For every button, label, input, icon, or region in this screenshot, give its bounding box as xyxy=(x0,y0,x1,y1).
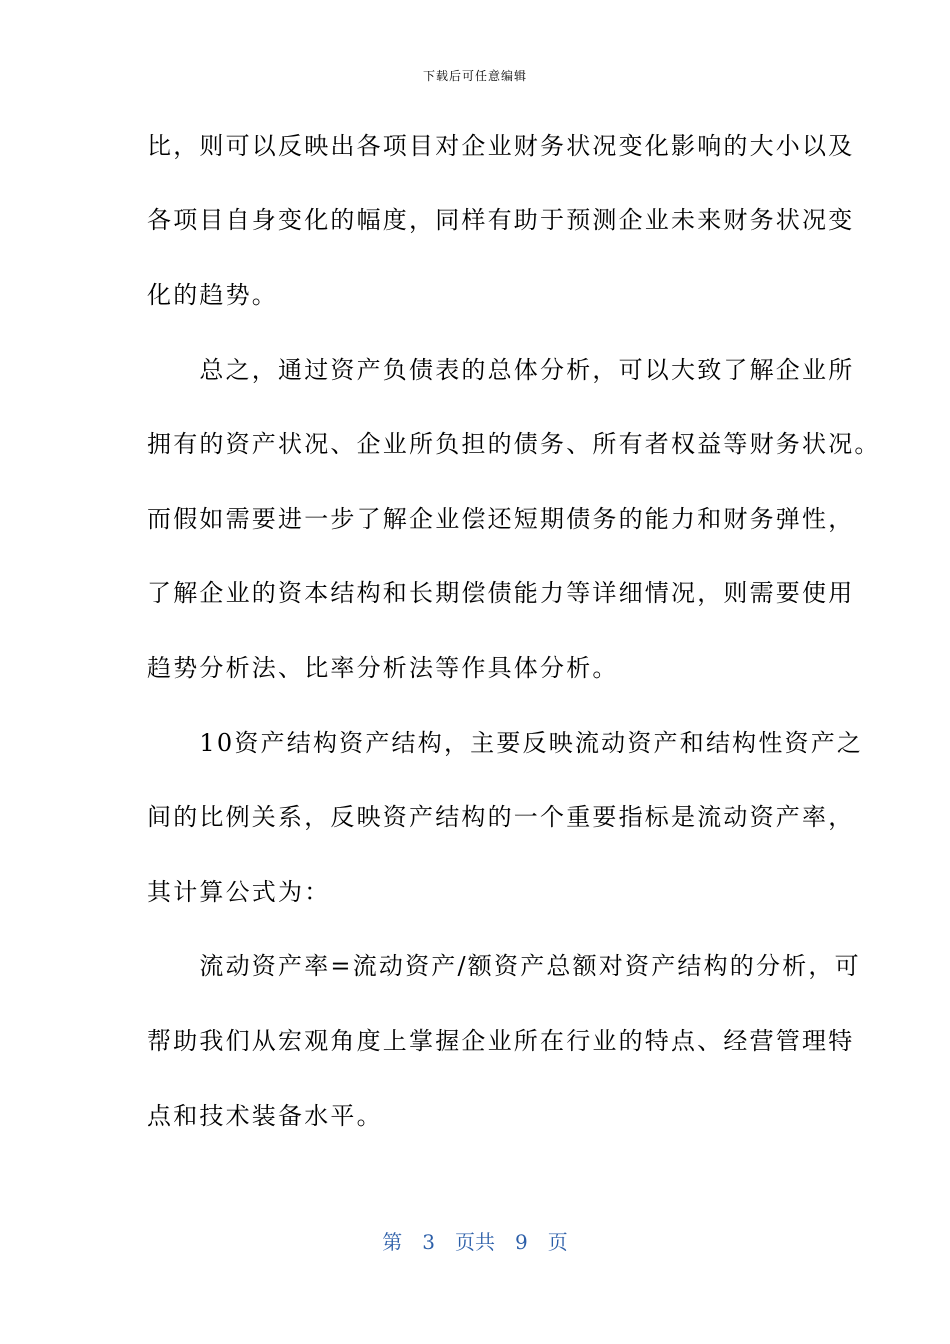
body-line: 而假如需要进一步了解企业偿还短期债务的能力和财务弹性， xyxy=(147,505,855,533)
body-line: 流动资产率=流动资产/额资产总额对资产结构的分析，可 xyxy=(147,952,861,980)
body-line: 各项目自身变化的幅度，同样有助于预测企业未来财务状况变 xyxy=(147,206,855,234)
page-number: 第 3 页共 9 页 xyxy=(382,1230,568,1254)
body-line: 10资产结构资产结构，主要反映流动资产和结构性资产之 xyxy=(147,729,864,757)
body-line: 比，则可以反映出各项目对企业财务状况变化影响的大小以及 xyxy=(147,132,855,160)
body-line: 了解企业的资本结构和长期偿债能力等详细情况，则需要使用 xyxy=(147,579,855,607)
body-line: 化的趋势。 xyxy=(147,281,278,309)
body-line: 拥有的资产状况、企业所负担的债务、所有者权益等财务状况。 xyxy=(147,430,881,458)
body-line: 总之，通过资产负债表的总体分析，可以大致了解企业所 xyxy=(147,356,855,384)
body-line: 帮助我们从宏观角度上掌握企业所在行业的特点、经营管理特 xyxy=(147,1027,855,1055)
body-line: 其计算公式为： xyxy=(147,878,331,906)
body-line: 点和技术装备水平。 xyxy=(147,1102,383,1130)
body-line: 间的比例关系，反映资产结构的一个重要指标是流动资产率， xyxy=(147,803,855,831)
body-line: 趋势分析法、比率分析法等作具体分析。 xyxy=(147,654,619,682)
header-note: 下载后可任意编辑 xyxy=(422,69,527,83)
